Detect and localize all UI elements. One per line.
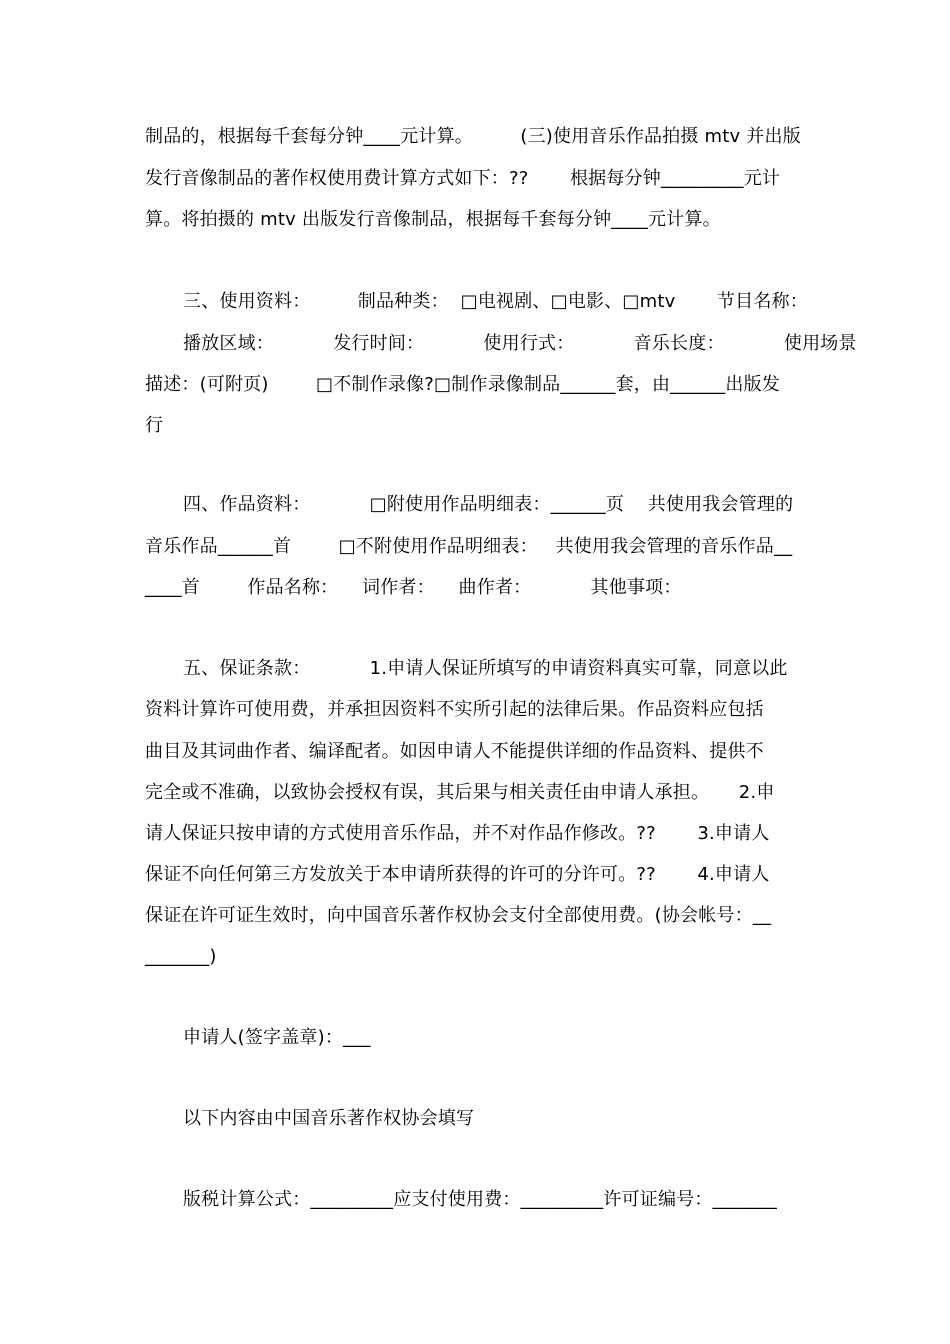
text-line: 播放区域： 发行时间： 使用行式： 音乐长度： 使用场景 bbox=[183, 333, 857, 354]
text-line: ____首 作品名称： 词作者： 曲作者： 其他事项： bbox=[145, 577, 682, 598]
text-line: 制品的，根据每千套每分钟____元计算。 (三)使用音乐作品拍摄 mtv 并出版 bbox=[145, 126, 801, 147]
text-line: 请人保证只按申请的方式使用音乐作品，并不对作品作修改。?? 3.申请人 bbox=[145, 823, 770, 844]
applicant-signature-line: 申请人(签字盖章)：___ bbox=[183, 1027, 371, 1048]
text-line: 算。将拍摄的 mtv 出版发行音像制品，根据每千套每分钟____元计算。 bbox=[145, 209, 721, 230]
association-fill-note: 以下内容由中国音乐著作权协会填写 bbox=[183, 1108, 475, 1129]
text-line: 保证在许可证生效时，向中国音乐著作权协会支付全部使用费。(协会帐号：__ bbox=[145, 905, 772, 926]
text-line: 资料计算许可使用费，并承担因资料不实所引起的法律后果。作品资料应包括 bbox=[145, 699, 764, 720]
section-five-heading-line: 五、保证条款： 1.申请人保证所填写的申请资料真实可靠，同意以此 bbox=[183, 658, 788, 679]
text-line: 音乐作品______首 □不附使用作品明细表： 共使用我会管理的音乐作品__ bbox=[145, 536, 793, 557]
text-line: _______) bbox=[145, 946, 217, 967]
text-line: 完全或不准确，以致协会授权有误，其后果与相关责任由申请人承担。 2.申 bbox=[145, 782, 775, 803]
text-line: 发行音像制品的著作权使用费计算方式如下：?? 根据每分钟_________元计 bbox=[145, 168, 781, 189]
text-line: 描述：(可附页) □不制作录像?□制作录像制品______套，由______出版发 bbox=[145, 374, 780, 395]
royalty-formula-line: 版税计算公式：_________应支付使用费：_________许可证编号：_______ bbox=[183, 1189, 777, 1210]
section-four-heading-line: 四、作品资料： □附使用作品明细表：______页 共使用我会管理的 bbox=[183, 494, 794, 515]
text-line: 保证不向任何第三方发放关于本申请所获得的许可的分许可。?? 4.申请人 bbox=[145, 864, 770, 885]
text-line: 行 bbox=[145, 415, 164, 436]
text-line: 曲目及其词曲作者、编译配者。如因申请人不能提供详细的作品资料、提供不 bbox=[145, 741, 764, 762]
section-three-heading-line: 三、使用资料： 制品种类： □电视剧、□电影、□mtv 节目名称： bbox=[183, 291, 808, 312]
